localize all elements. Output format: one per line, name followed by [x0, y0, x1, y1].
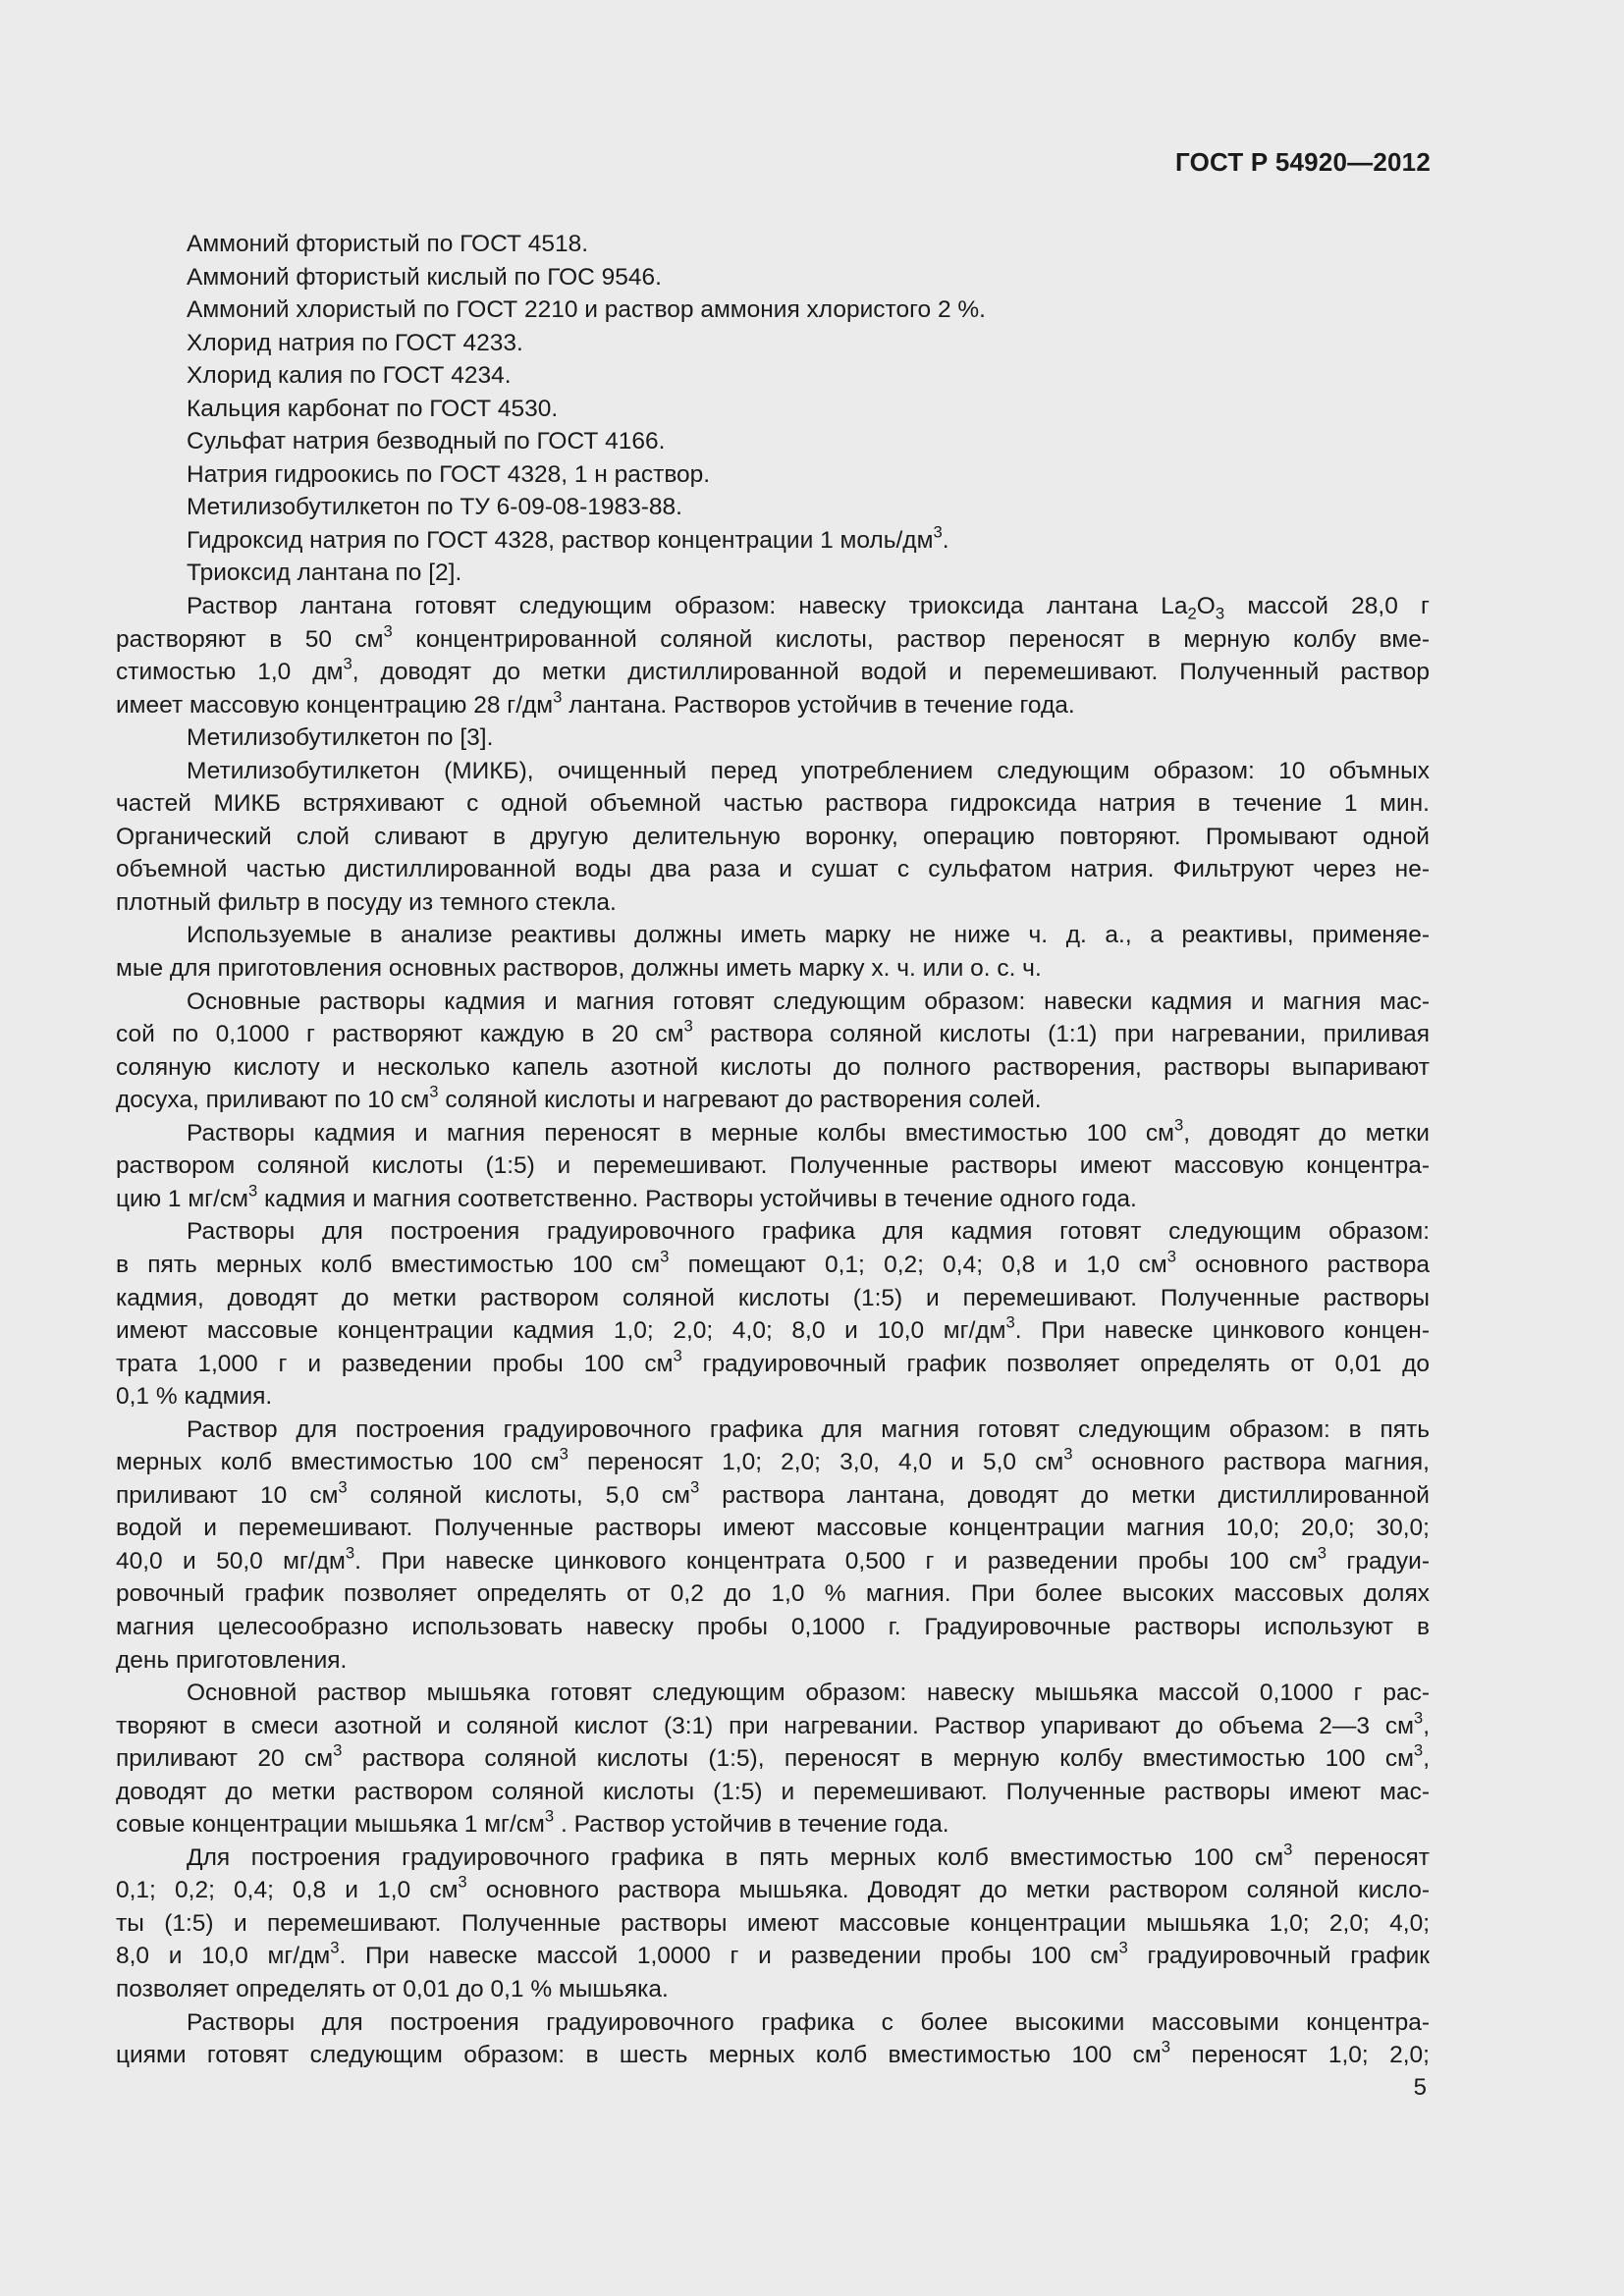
reagent-line: Хлорид калия по ГОСТ 4234.	[187, 362, 512, 390]
mibk-paragraph-line: объемной частью дистиллированной воды два раза и сушат с сульфатом натрия. Фильтруют через не-	[116, 856, 1430, 883]
as-stock-line: приливают 20 $см^3$ раствора соляной кислоты (1:5), переносят в мерную колбу вместимостью 100 $см^3$,	[116, 1740, 1430, 1773]
mibk-paragraph-line: плотный фильтр в посуду из темного стекла.	[116, 888, 617, 916]
reagent-line: Триоксид лантана по [2].	[187, 560, 462, 587]
mg-calib-line: 40,0 и 50,0 $мг/дм^3$. При навеске цинкового концентрата 0,500 г и разведении пробы 100 $см^3$ градуи-	[116, 1543, 1430, 1575]
cd-mg-stock-line: соляную кислоту и несколько капель азотной кислоты до полного растворения, растворы выпаривают	[116, 1053, 1430, 1081]
cd-calib-line: трата 1,000 г и разведении пробы 100 $см^3$ градуировочный график позволяет определять от 0,01 до	[116, 1346, 1430, 1377]
lanthanum-paragraph-line: имеет массовую концентрацию 28 $г/дм^3$ лантана. Растворов устойчив в течение года.	[116, 687, 1075, 719]
as-stock-line: совые концентрации мышьяка 1 $мг/см^3$ . Раствор устойчив в течение года.	[116, 1806, 949, 1839]
reagent-line: Аммоний фтористый по ГОСТ 4518.	[187, 231, 589, 257]
lanthanum-paragraph-line: Раствор лантана готовят следующим образом: навеску триоксида лантана $La_2O_3$ массой 28,0 г	[187, 593, 1430, 623]
mibk-reference: Метилизобутилкетон по [3].	[187, 724, 494, 752]
mg-calib-line: приливают 10 $см^3$ соляной кислоты, 5,0 $см^3$ раствора лантана, доводят до метки дистиллированной	[116, 1477, 1430, 1509]
reagent-line: Аммоний фтористый кислый по ГОС 9546.	[187, 263, 662, 291]
mg-calib-line: Раствор для построения градуировочного графика для магния готовят следующим образом: в пять	[187, 1415, 1430, 1443]
mg-calib-line: день приготовления.	[116, 1646, 348, 1674]
cd-mg-stock-line: досуха, приливают по 10 $см^3$ соляной кислоты и нагревают до растворения солей.	[116, 1082, 1042, 1114]
cd-mg-transfer-line: цию 1 $мг/см^3$ кадмия и магния соответственно. Растворы устойчивы в течение одного года.	[116, 1181, 1137, 1212]
body-text	[116, 228, 1430, 2072]
lanthanum-paragraph-line: стимостью 1,0 $дм^3$, доводят до метки дистиллированной водой и перемешивают. Полученный раствор	[116, 654, 1430, 686]
reagent-line: Сульфат натрия безводный по ГОСТ 4166.	[187, 428, 666, 455]
cd-mg-transfer-line: Растворы кадмия и магния переносят в мерные колбы вместимостью 100 $см^3$, доводят до метки	[187, 1115, 1430, 1147]
mg-calib-line: водой и перемешивают. Полученные растворы имеют массовые концентрации магния 10,0; 20,0; 30,0;	[116, 1515, 1430, 1542]
cd-mg-transfer-line: раствором соляной кислоты (1:5) и перемешивают. Полученные растворы имеют массовую концентра-	[116, 1152, 1430, 1180]
as-calib-line: позволяет определять от 0,01 до 0,1 % мышьяка.	[116, 1975, 669, 2002]
reagent-line: Хлорид натрия по ГОСТ 4233.	[187, 329, 523, 356]
cd-calib-line: в пять мерных колб вместимостью 100 $см^3$ помещают 0,1; 0,2; 0,4; 0,8 и 1,0 $см^3$ основного раствора	[116, 1247, 1430, 1278]
cd-calib-line: Растворы для построения градуировочного графика для кадмия готовят следующим образом:	[187, 1218, 1430, 1246]
cd-mg-stock-line: Основные растворы кадмия и магния готовят следующим образом: навески кадмия и магния мас-	[187, 988, 1430, 1015]
as-stock-line: доводят до метки раствором соляной кислоты (1:5) и перемешивают. Полученные растворы имеют мас-	[116, 1778, 1430, 1805]
mibk-paragraph-line: частей МИКБ встряхивают с одной объемной частью раствора гидроксида натрия в течение 1 мин.	[116, 790, 1430, 818]
mibk-paragraph-line: Метилизобутилкетон (МИКБ), очищенный перед употреблением следующим образом: 10 объмных	[187, 757, 1430, 784]
document-header: ГОСТ Р 54920—2012	[1175, 147, 1431, 177]
mg-calib-line: магния целесообразно использовать навеску пробы 0,1000 г. Градуировочные растворы используют в	[116, 1613, 1430, 1640]
as-stock-line: творяют в смеси азотной и соляной кислот (3:1) при нагревании. Раствор упаривают до объема 2—3 $см^3$,	[116, 1708, 1430, 1739]
reagent-line: Кальция карбонат по ГОСТ 4530.	[187, 395, 559, 422]
cd-calib-line: кадмия, доводят до метки раствором соляной кислоты (1:5) и перемешивают. Полученные растворы	[116, 1284, 1430, 1311]
reagent-line: Метилизобутилкетон по ТУ 6-09-08-1983-88.	[187, 494, 682, 521]
as-calib-line: Для построения градуировочного графика в пять мерных колб вместимостью 100 $см^3$ переносят	[187, 1840, 1430, 1871]
reagent-line: Гидроксид натрия по ГОСТ 4328, раствор концентрации 1 моль/$дм^3$.	[187, 522, 949, 554]
cd-calib-line: 0,1 % кадмия.	[116, 1383, 273, 1411]
mg-calib-line: ровочный график позволяет определять от 0,2 до 1,0 % магния. При более высоких массовых долях	[116, 1580, 1430, 1608]
lanthanum-paragraph-line: растворяют в 50 $см^3$ концентрированной соляной кислоты, раствор переносят в мерную колбу вме-	[116, 621, 1430, 653]
as-calib-line: 8,0 и 10,0 $мг/дм^3$. При навеске массой 1,0000 г и разведении пробы 100 $см^3$ градуировочный график	[116, 1939, 1430, 1970]
reagent-grade-line: мые для приготовления основных растворов, должны иметь марку х. ч. или о. с. ч.	[116, 955, 1042, 983]
mg-calib-line: мерных колб вместимостью 100 $см^3$ переносят 1,0; 2,0; 3,0, 4,0 и 5,0 $см^3$ основного раствора магния,	[116, 1444, 1430, 1476]
mibk-paragraph-line: Органический слой сливают в другую делительную воронку, операцию повторяют. Промывают одной	[116, 823, 1430, 850]
as-calib-line: ты (1:5) и перемешивают. Полученные растворы имеют массовые концентрации мышьяка 1,0; 2,0; 4,0;	[116, 1909, 1430, 1937]
cd-mg-stock-line: сой по 0,1000 г растворяют каждую в 20 $см^3$ раствора соляной кислоты (1:1) при нагревании, приливая	[116, 1016, 1430, 1048]
as-stock-line: Основной раствор мышьяка готовят следующим образом: навеску мышьяка массой 0,1000 г рас-	[187, 1680, 1430, 1707]
high-conc-line: Растворы для построения градуировочного графика с более высокими массовыми концентра-	[187, 2008, 1430, 2036]
high-conc-line: циями готовят следующим образом: в шесть мерных колб вместимостью 100 $см^3$ переносят 1,0; 2,0;	[116, 2037, 1430, 2069]
reagent-line: Аммоний хлористый по ГОСТ 2210 и раствор аммония хлористого 2 %.	[187, 296, 986, 324]
reagent-line: Натрия гидроокись по ГОСТ 4328, 1 н раствор.	[187, 460, 711, 488]
cd-calib-line: имеют массовые концентрации кадмия 1,0; 2,0; 4,0; 8,0 и 10,0 $мг/дм^3$. При навеске цинкового концен-	[116, 1312, 1430, 1345]
page-number: 5	[1413, 2074, 1427, 2101]
as-calib-line: 0,1; 0,2; 0,4; 0,8 и 1,0 $см^3$ основного раствора мышьяка. Доводят до метки раствором соляной кисло-	[116, 1873, 1430, 1904]
reagent-grade-line: Используемые в анализе реактивы должны иметь марку не ниже ч. д. а., а реактивы, применяе-	[187, 922, 1430, 949]
